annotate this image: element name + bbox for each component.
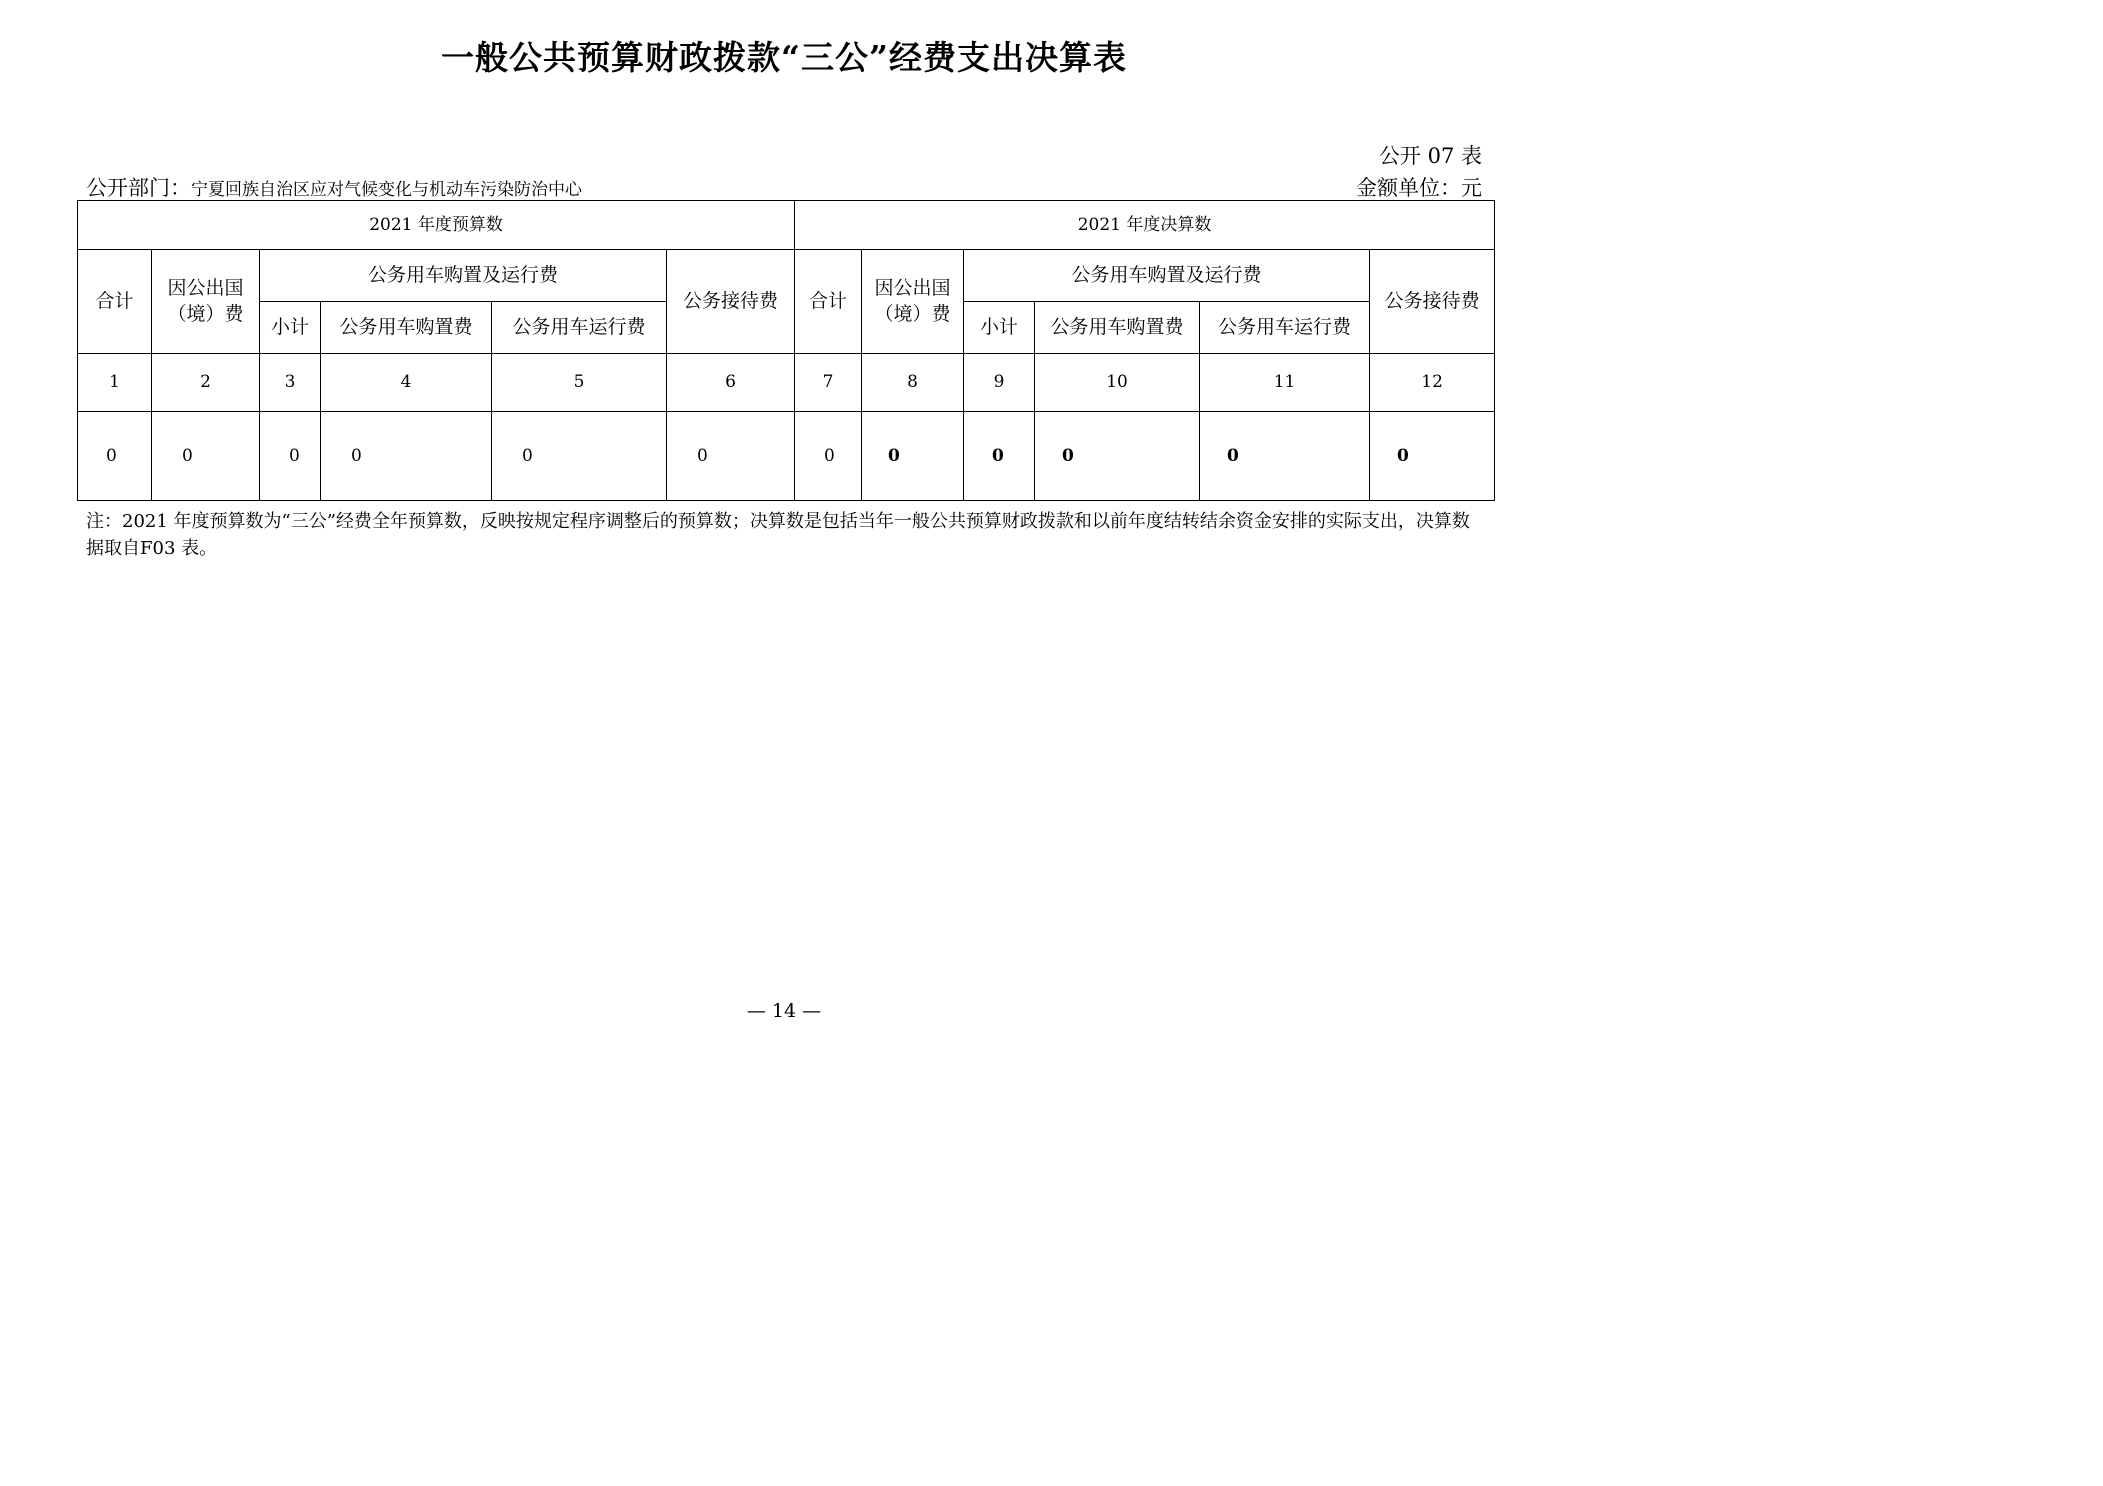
- budget-abroad-header: [152, 250, 260, 354]
- column-number-cell: 2: [152, 354, 260, 412]
- column-number-cell: 6: [667, 354, 795, 412]
- final-vehicle-purchase-header: 公务用车购置费: [1035, 302, 1200, 354]
- column-number-cell: 5: [492, 354, 667, 412]
- department-label: 公开部门：: [86, 176, 191, 200]
- budget-group-header: 2021 年度预算数: [78, 201, 795, 250]
- column-number-cell: 1: [78, 354, 152, 412]
- final-total-header: 合计: [795, 250, 862, 354]
- column-number-cell: 12: [1370, 354, 1495, 412]
- footnote: 注：2021 年度预算数为“三公”经费全年预算数，反映按规定程序调整后的预算数；决算数是包括当年一般公共预算财政拨款和以前年度结转结余资金安排的实际支出，决算数据取自F03 表。: [86, 511, 1470, 559]
- value-row: [78, 412, 1495, 501]
- page-number: — 14 —: [746, 1000, 822, 1022]
- final-abroad-header-line1: 因公出国: [874, 276, 951, 299]
- final-vehicle-group-header: 公务用车购置及运行费: [964, 250, 1370, 302]
- department-line: [86, 172, 582, 202]
- budget-subtotal-value: 0: [260, 412, 321, 501]
- budget-total-header: 合计: [78, 250, 152, 354]
- column-number-row: [78, 354, 1495, 412]
- column-number-cell: 9: [964, 354, 1035, 412]
- final-reception-value: 0: [1370, 412, 1495, 501]
- column-number-cell: 10: [1035, 354, 1200, 412]
- final-abroad-header-line2: （境）费: [874, 302, 951, 325]
- budget-vehicle-operation-value: 0: [492, 412, 667, 501]
- column-number-cell: 8: [862, 354, 964, 412]
- page-title: 一般公共预算财政拨款“三公”经费支出决算表: [441, 38, 1127, 77]
- budget-vehicle-purchase-header: 公务用车购置费: [321, 302, 492, 354]
- header-row-1: [78, 250, 1495, 302]
- three-public-expenses-table: [77, 200, 1495, 501]
- column-number-cell: 7: [795, 354, 862, 412]
- department-name: 宁夏回族自治区应对气候变化与机动车污染防治中心: [191, 180, 582, 200]
- budget-subtotal-header: 小计: [260, 302, 321, 354]
- final-vehicle-operation-value: 0: [1200, 412, 1370, 501]
- final-subtotal-value: 0: [964, 412, 1035, 501]
- final-total-value: 0: [795, 412, 862, 501]
- budget-vehicle-purchase-value: 0: [321, 412, 492, 501]
- budget-reception-header: 公务接待费: [667, 250, 795, 354]
- final-abroad-value: 0: [862, 412, 964, 501]
- group-header-row: [78, 201, 1495, 250]
- column-number-cell: 4: [321, 354, 492, 412]
- form-number: 公开 07 表: [1378, 144, 1482, 168]
- column-number-cell: 11: [1200, 354, 1370, 412]
- budget-vehicle-operation-header: 公务用车运行费: [492, 302, 667, 354]
- final-vehicle-purchase-value: 0: [1035, 412, 1200, 501]
- final-vehicle-operation-header: 公务用车运行费: [1200, 302, 1370, 354]
- final-reception-header: 公务接待费: [1370, 250, 1495, 354]
- final-abroad-header: [862, 250, 964, 354]
- final-subtotal-header: 小计: [964, 302, 1035, 354]
- budget-reception-value: 0: [667, 412, 795, 501]
- final-group-header: 2021 年度决算数: [795, 201, 1495, 250]
- column-number-cell: 3: [260, 354, 321, 412]
- amount-unit: 金额单位：元: [1356, 176, 1482, 200]
- budget-abroad-header-line2: （境）费: [167, 302, 244, 325]
- budget-vehicle-group-header: 公务用车购置及运行费: [260, 250, 667, 302]
- budget-total-value: 0: [78, 412, 152, 501]
- budget-abroad-header-line1: 因公出国: [167, 276, 244, 299]
- budget-abroad-value: 0: [152, 412, 260, 501]
